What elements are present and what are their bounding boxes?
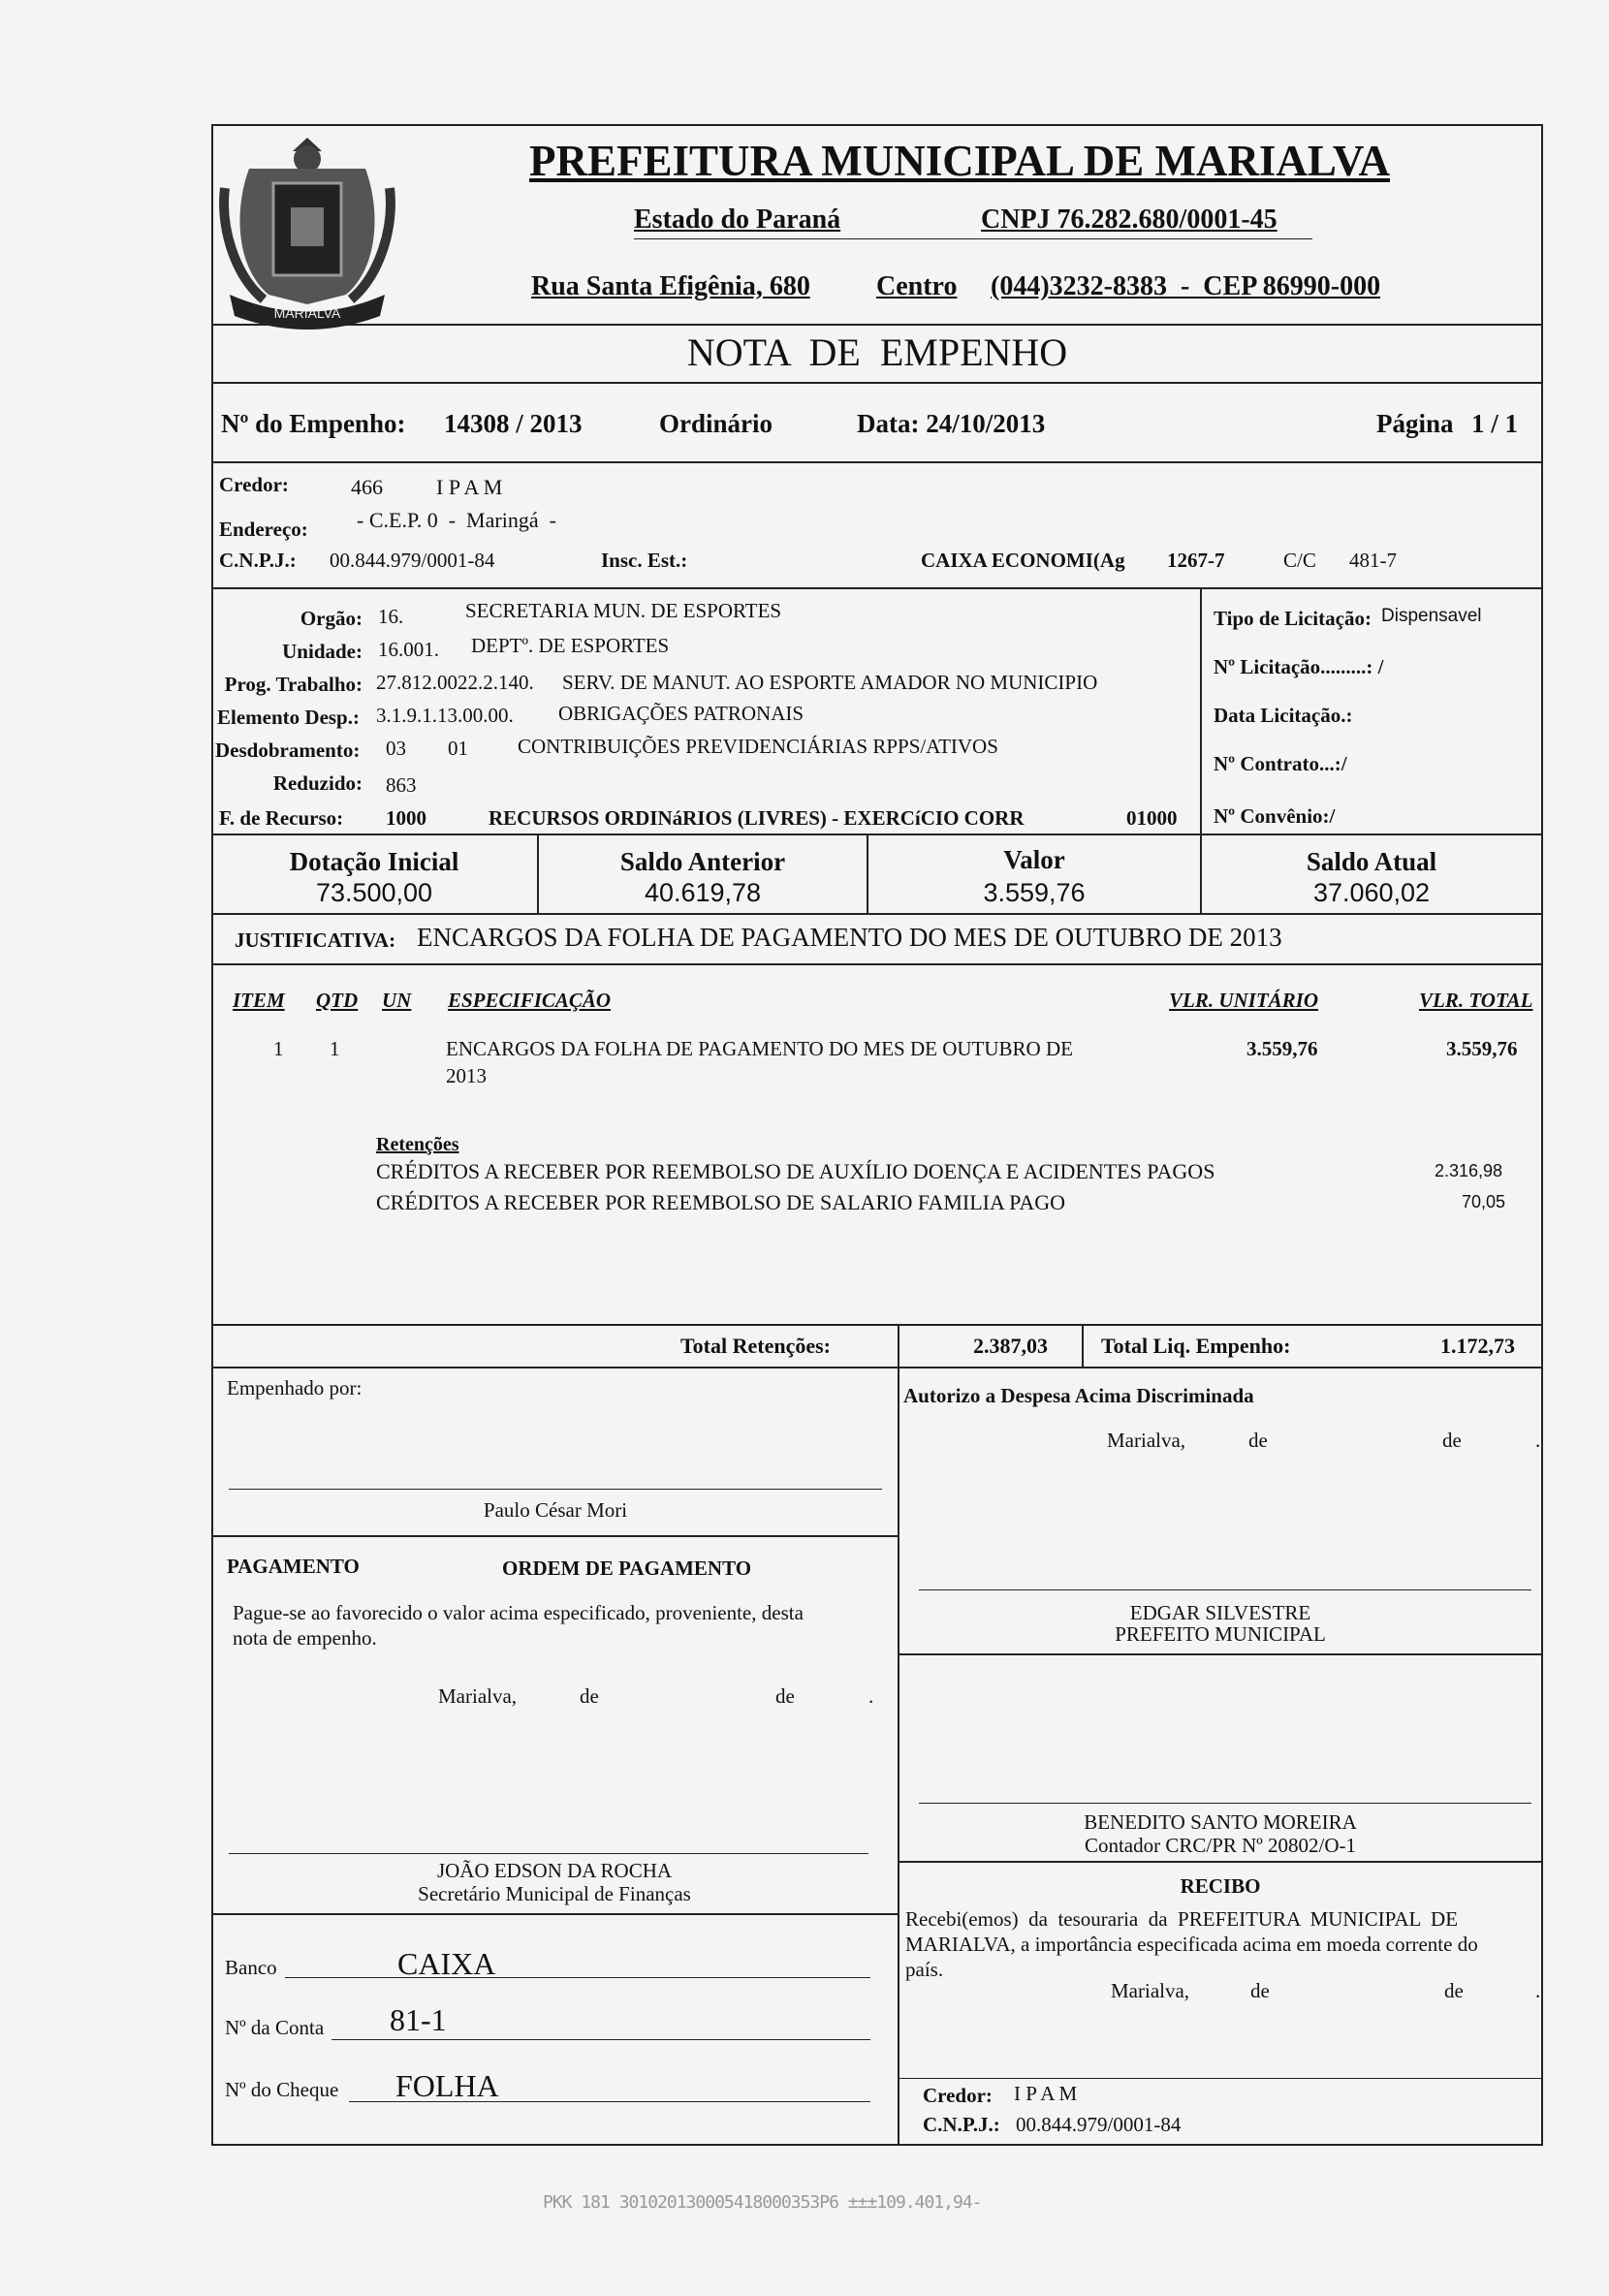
orgao-label: Orgão:: [300, 607, 363, 630]
valor-value: 3.559,76: [983, 878, 1086, 907]
fonte-label: F. de Recurso:: [219, 806, 344, 830]
col-unit-header: VLR. UNITÁRIO: [1169, 989, 1319, 1012]
bottom-barcode-text: PKK 181 301020130005418000353P6 ±±±109.401,94-: [543, 2192, 982, 2213]
prog-name: SERV. DE MANUT. AO ESPORTE AMADOR NO MUNICIPIO: [562, 671, 1098, 694]
retencao-2-value: 70,05: [1462, 1192, 1506, 1211]
contador-name: BENEDITO SANTO MOREIRA: [1084, 1810, 1357, 1834]
recibo-de-2: de: [1444, 1979, 1464, 2002]
pague-text-1: Pague-se ao favorecido o valor acima especificado, proveniente, desta: [233, 1601, 804, 1624]
recibo-de-1: de: [1250, 1979, 1270, 2002]
contador-title: Contador CRC/PR Nº 20802/O-1: [1084, 1834, 1357, 1857]
header-address: Rua Santa Efigênia, 680: [531, 271, 810, 301]
prog-code: 27.812.0022.2.140.: [376, 671, 534, 694]
title-divider: [211, 382, 1543, 384]
desdobramento-code: 03: [386, 737, 406, 760]
desdobramento-label: Desdobramento:: [215, 739, 361, 762]
reduzido-value: 863: [386, 773, 417, 797]
svg-text:MARIALVA: MARIALVA: [273, 305, 341, 321]
totals-sep-2: [1082, 1324, 1084, 1367]
col-qtd-header: QTD: [316, 989, 359, 1012]
header-title: PREFEITURA MUNICIPAL DE MARIALVA: [528, 137, 1391, 185]
numero-convenio: Nº Convênio:/: [1214, 804, 1336, 828]
recibo-place: Marialva,: [1111, 1979, 1190, 2002]
header-underline-1: [634, 238, 1312, 239]
credor-cnpj-label: C.N.P.J.:: [219, 549, 297, 572]
justificativa-divider: [211, 963, 1543, 965]
banco-line: [285, 1977, 870, 1978]
prefeito-title: PREFEITO MUNICIPAL: [1115, 1622, 1326, 1646]
saldo-anterior-value: 40.619,78: [644, 878, 762, 907]
justificativa-text: ENCARGOS DA FOLHA DE PAGAMENTO DO MES DE OUTUBRO DE 2013: [417, 923, 1282, 952]
banco-value: CAIXA: [397, 1946, 496, 1981]
conta-value: 81-1: [390, 2002, 447, 2037]
unidade-label: Unidade:: [282, 640, 363, 663]
orgao-code: 16.: [378, 605, 404, 628]
row-unit: 3.559,76: [1246, 1037, 1318, 1060]
total-retencoes-label: Total Retenções:: [680, 1334, 831, 1358]
col-total-header: VLR. TOTAL: [1419, 989, 1533, 1012]
elemento-name: OBRIGAÇÕES PATRONAIS: [558, 702, 804, 725]
desdobramento-sub: 01: [448, 737, 468, 760]
empenhado-label: Empenhado por:: [227, 1376, 363, 1400]
retencao-1-desc: CRÉDITOS A RECEBER POR REEMBOLSO DE AUXÍLIO DOENÇA E ACIDENTES PAGOS: [376, 1159, 1215, 1183]
prefeito-sign-line: [919, 1589, 1531, 1590]
autorizo-de-2: de: [1442, 1429, 1462, 1452]
autorizo-de-1: de: [1248, 1429, 1268, 1452]
bank-name: CAIXA ECONOMI(Ag: [921, 549, 1125, 572]
saldo-atual-label: Saldo Atual: [1306, 847, 1437, 876]
total-retencoes-value: 2.387,03: [973, 1334, 1048, 1358]
row-espec-2: 2013: [446, 1064, 487, 1087]
fonte-number: 01000: [1126, 806, 1178, 830]
empenho-number: 14308 / 2013: [444, 409, 583, 438]
elemento-code: 3.1.9.1.13.00.00.: [376, 704, 514, 727]
secretario-divider: [211, 1913, 898, 1915]
saldo-anterior-label: Saldo Anterior: [619, 847, 786, 876]
ordem-pagamento: ORDEM DE PAGAMENTO: [502, 1557, 752, 1580]
data-licitacao: Data Licitação.:: [1214, 704, 1353, 727]
cheque-label: Nº do Cheque: [225, 2078, 339, 2101]
credor-label: Credor:: [219, 473, 289, 496]
credor-divider: [211, 587, 1543, 589]
page-label: Página: [1376, 409, 1454, 438]
empenho-type: Ordinário: [659, 409, 773, 438]
secretario-sign-line: [229, 1853, 868, 1854]
pague-text-2: nota de empenho.: [233, 1626, 377, 1650]
credor-code: 466: [351, 475, 383, 499]
fonte-name: RECURSOS ORDINáRIOS (LIVRES) - EXERCíCIO CORR: [489, 806, 1025, 830]
insc-est-label: Insc. Est.:: [601, 549, 688, 572]
totals-sep-1: [898, 1324, 899, 1367]
credor-name: I P A M: [436, 475, 503, 499]
reduzido-label: Reduzido:: [272, 771, 363, 795]
banco-label: Banco: [225, 1956, 277, 1979]
header-phone-cep: (044)3232-8383 - CEP 86990-000: [991, 271, 1381, 301]
document-title: NOTA DE EMPENHO: [686, 330, 1068, 374]
prefeito-divider: [898, 1653, 1543, 1655]
dotacao-label: Dotação Inicial: [289, 847, 459, 876]
valor-label: Valor: [1003, 845, 1065, 874]
pague-de-1: de: [580, 1684, 599, 1708]
contador-sign-line: [919, 1803, 1531, 1804]
retencao-1-value: 2.316,98: [1435, 1161, 1503, 1180]
fonte-code: 1000: [386, 806, 426, 830]
prog-label: Prog. Trabalho:: [224, 673, 363, 696]
recibo-credor-label: Credor:: [923, 2084, 993, 2107]
credor-cnpj: 00.844.979/0001-84: [330, 549, 495, 572]
autorizo-text: Autorizo a Despesa Acima Discriminada: [903, 1384, 1254, 1407]
empenho-date: Data: 24/10/2013: [857, 409, 1046, 438]
tipo-licitacao-label: Tipo de Licitação:: [1214, 607, 1372, 630]
classif-vertical: [1200, 587, 1202, 835]
bank-agency: 1267-7: [1167, 549, 1225, 572]
col-un-header: UN: [382, 989, 412, 1012]
footer-vertical: [898, 1367, 899, 2144]
cheque-value: FOLHA: [395, 2068, 499, 2103]
row-total: 3.559,76: [1446, 1037, 1518, 1060]
row-espec: ENCARGOS DA FOLHA DE PAGAMENTO DO MES DE OUTUBRO DE: [446, 1037, 1073, 1060]
total-liquido-value: 1.172,73: [1440, 1334, 1515, 1358]
empenho-divider: [211, 461, 1543, 463]
secretario-name: JOÃO EDSON DA ROCHA: [436, 1859, 673, 1882]
autorizo-place: Marialva,: [1107, 1429, 1186, 1452]
recibo-title: RECIBO: [1180, 1874, 1261, 1898]
classif-divider: [211, 833, 1543, 835]
endereco-label: Endereço:: [219, 518, 308, 541]
page-number: 1 / 1: [1471, 409, 1519, 438]
tipo-licitacao-value: Dispensavel: [1381, 606, 1482, 626]
pague-dot: .: [868, 1684, 874, 1708]
recibo-text-1: Recebi(emos) da tesouraria da PREFEITURA MUNICIPAL DE: [905, 1907, 1459, 1931]
recibo-cnpj-label: C.N.P.J.:: [923, 2113, 1000, 2136]
autorizo-dot: .: [1535, 1429, 1541, 1452]
recibo-cnpj-value: 00.844.979/0001-84: [1016, 2113, 1182, 2136]
col-item-header: ITEM: [233, 989, 285, 1012]
header-district: Centro: [876, 271, 958, 301]
recibo-text-3: país.: [905, 1958, 944, 1981]
unidade-code: 16.001.: [378, 638, 439, 661]
conta-label: Nº da Conta: [225, 2016, 325, 2039]
valores-divider: [211, 913, 1543, 915]
recibo-sign-line: [898, 2078, 1543, 2079]
col-espec-header: ESPECIFICAÇÃO: [448, 989, 612, 1012]
cc-label: C/C: [1283, 549, 1316, 572]
elemento-label: Elemento Desp.:: [217, 706, 360, 729]
cc-value: 481-7: [1349, 549, 1397, 572]
orgao-name: SECRETARIA MUN. DE ESPORTES: [465, 599, 782, 622]
retencao-2-desc: CRÉDITOS A RECEBER POR REEMBOLSO DE SALARIO FAMILIA PAGO: [376, 1190, 1066, 1214]
recibo-credor-value: I P A M: [1014, 2082, 1078, 2105]
numero-licitacao: Nº Licitação.........: /: [1214, 655, 1384, 678]
prefeito-name: EDGAR SILVESTRE: [1129, 1601, 1311, 1624]
row-item: 1: [273, 1037, 284, 1060]
municipal-crest: [215, 130, 399, 333]
header-divider: [211, 324, 1543, 326]
saldo-atual-value: 37.060,02: [1312, 878, 1431, 907]
empenhado-divider: [211, 1535, 898, 1537]
dotacao-value: 73.500,00: [315, 878, 433, 907]
justificativa-label: JUSTIFICATIVA:: [235, 928, 396, 952]
empenhado-sign-line: [229, 1489, 882, 1490]
numero-contrato: Nº Contrato...:/: [1214, 752, 1347, 775]
secretario-title: Secretário Municipal de Finanças: [418, 1882, 691, 1905]
header-cnpj: CNPJ 76.282.680/0001-45: [981, 204, 1278, 235]
totals-divider: [211, 1367, 1543, 1368]
empenhado-name: Paulo César Mori: [483, 1498, 628, 1522]
conta-line: [331, 2039, 870, 2040]
recibo-text-2: MARIALVA, a importância especificada acima em moeda corrente do: [905, 1933, 1478, 1956]
empenho-label: Nº do Empenho:: [221, 409, 406, 438]
retencoes-title: Retenções: [376, 1134, 459, 1155]
recibo-dot: .: [1535, 1979, 1541, 2002]
total-liquido-label: Total Liq. Empenho:: [1101, 1334, 1291, 1358]
pague-de-2: de: [775, 1684, 795, 1708]
row-qtd: 1: [330, 1037, 340, 1060]
desdobramento-name: CONTRIBUIÇÕES PREVIDENCIÁRIAS RPPS/ATIVOS: [518, 735, 998, 758]
contador-divider: [898, 1861, 1543, 1863]
items-divider: [211, 1324, 1543, 1326]
unidade-name: DEPTº. DE ESPORTES: [471, 634, 670, 657]
pague-place: Marialva,: [438, 1684, 518, 1708]
header-state: Estado do Paraná: [634, 204, 841, 235]
pagamento-label: PAGAMENTO: [227, 1555, 360, 1578]
endereco-value: - C.E.P. 0 - Maringá -: [357, 508, 556, 532]
